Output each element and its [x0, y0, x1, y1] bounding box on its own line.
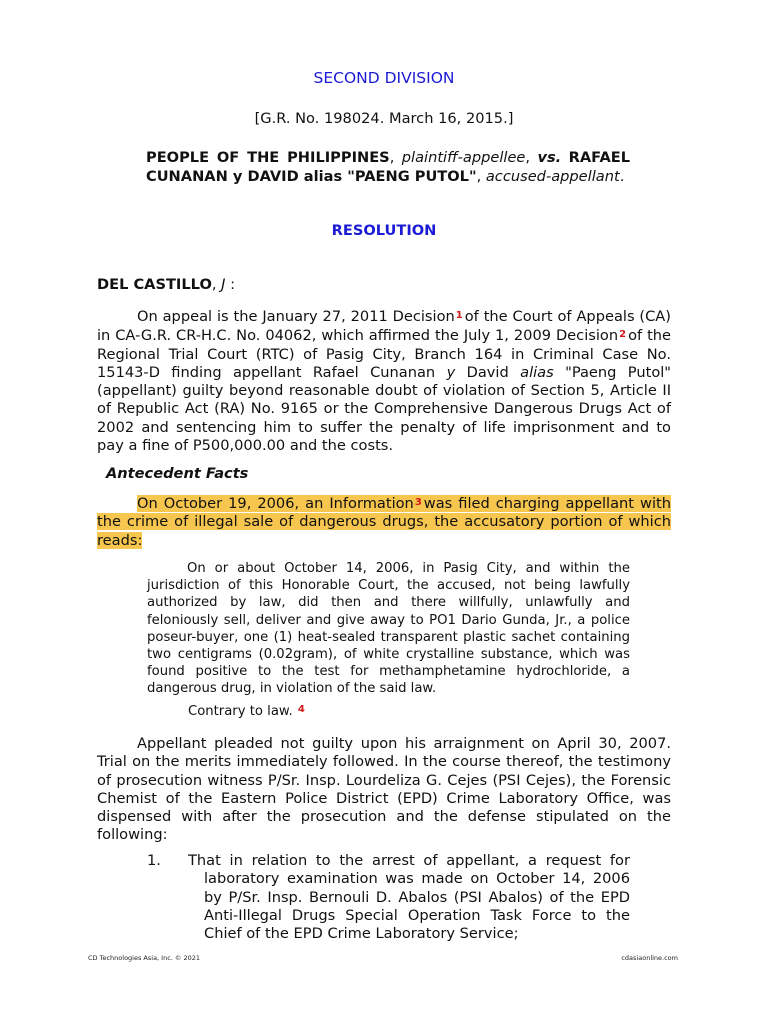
paragraph-text: On October 19, 2006, an Information	[137, 495, 414, 512]
list-item-text: That in relation to the arrest of appellant, a request for laboratory examination was made on October 14, 2006 by P/Sr. Insp. Bernouli D. Abalos (PSI Abalos) of the EPD Anti-Illegal Drugs Special Operation Task Force to the Chief of the EPD Crime Laboratory Service;	[188, 852, 630, 943]
quote-closing	[188, 704, 307, 719]
quote-text: On or about October 14, 2006, in Pasig City, and within the jurisdiction of this Honorable Court, the accused, not being lawfully authorized by law, did then and there willfully, unlawfully and feloniously sell, deliver and give away to PO1 Dario Gunda, Jr., a police poseur-buyer, one (1) heat-sealed transparent plastic sachet containing two centigrams (0.02gram), of white crystalline substance, which was found positive to the test for methamphetamine hydrochloride, a dangerous drug, in violation of the said law.	[147, 561, 630, 697]
plaintiff-name: PEOPLE OF THE PHILIPPINES	[146, 149, 390, 166]
stipulation-list	[147, 852, 630, 943]
paragraph-text: David	[466, 363, 509, 381]
resolution-heading: RESOLUTION	[331, 222, 437, 239]
paragraph-text: On appeal is the January 27, 2011 Decision	[137, 308, 455, 325]
case-parties: PEOPLE OF THE PHILIPPINES, plaintiff-appellee, vs. RAFAEL CUNANAN y DAVID alias "PAENG PUTOL", accused-appellant.	[146, 149, 631, 185]
section-heading: Antecedent Facts	[106, 465, 249, 482]
footnote-link-2[interactable]: 2	[619, 329, 627, 341]
paragraph-text: alias	[520, 363, 554, 381]
paragraph-text: was filed charging appellant with the crime of illegal sale of dangerous drugs, the accusatory portion of which reads:	[97, 495, 671, 549]
paragraph-text: of the Regional Trial Court (RTC) of Pasig City, Branch 164 in Criminal Case No. 15143-D finding appellant Rafael Cunanan	[97, 327, 672, 381]
paragraph-information	[97, 494, 671, 550]
footnote-link-4[interactable]: 4	[297, 704, 305, 715]
plaintiff-role: plaintiff-appellee	[401, 149, 526, 166]
footer-copyright: CD Technologies Asia, Inc. © 2021	[88, 954, 201, 962]
accused-name: RAFAEL CUNANAN y DAVID alias "PAENG PUTOL"	[146, 149, 631, 185]
list-item	[147, 852, 630, 943]
list-item-number: 1.	[147, 852, 161, 869]
versus-label: vs.	[537, 149, 562, 166]
case-number: [G.R. No. 198024. March 16, 2015.]	[254, 110, 514, 127]
highlighted-text	[97, 495, 671, 549]
footnote-link-1[interactable]: 1	[455, 310, 463, 321]
ponente: DEL CASTILLO, J :	[97, 276, 236, 293]
paragraph-arraignment	[97, 735, 671, 845]
footnote-link-3[interactable]: 3	[414, 497, 422, 508]
paragraph-text: y	[446, 363, 456, 381]
paragraph-text: "Paeng Putol" (appellant) guilty beyond reasonable doubt of violation of Section 5, Article II of Republic Act (RA) No. 9165 or the Comprehensive Dangerous Drugs Act of 2002 and sentencing him to suffer the penalty of life imprisonment and to pay a fine of P500,000.00 and the costs.	[97, 363, 672, 455]
justice-title: J	[221, 276, 226, 293]
paragraph-text: of the Court of Appeals (CA) in CA-G.R. CR-H.C. No. 04062, which affirmed the July 1, 2009 Decision	[97, 308, 671, 345]
quote-closing-text: Contrary to law.	[188, 704, 293, 719]
footer-site-link[interactable]: cdasiaonline.com	[621, 954, 678, 962]
paragraph-appeal	[97, 307, 671, 455]
justice-name: DEL CASTILLO	[97, 276, 212, 293]
paragraph-text: Appellant pleaded not guilty upon his arraignment on April 30, 2007. Trial on the merits immediately followed. In the course thereof, the testimony of prosecution witness P/Sr. Insp. Lourdeliza G. Cejes (PSI Cejes), the Forensic Chemist of the Eastern Police District (EPD) Crime Laboratory Office, was dispensed with after the prosecution and the defense stipulated on the following:	[97, 735, 671, 844]
accused-role: accused-appellant	[485, 167, 620, 185]
division-heading: SECOND DIVISION	[313, 69, 455, 87]
block-quote	[147, 560, 630, 698]
